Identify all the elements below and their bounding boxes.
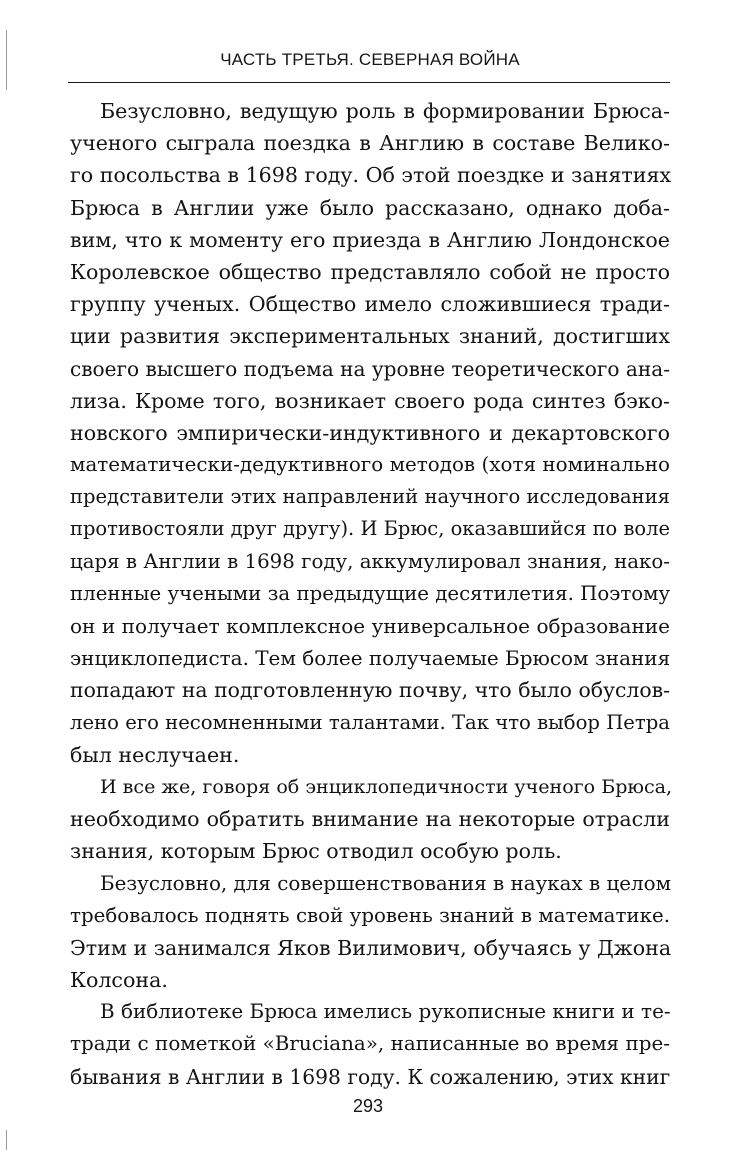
text-line: новского эмпирически-индуктивного и декартовского <box>70 420 670 445</box>
text-line: он и получает комплексное универсальное образование <box>70 614 670 638</box>
header-rule <box>68 82 670 83</box>
text-line: тради с пометкой «Bruciana», написанные во время пре- <box>70 1032 670 1056</box>
text-line: своего высшего подъема на уровне теоретического ана- <box>70 356 670 381</box>
text-line: Безусловно, ведущую роль в формировании Брюса- <box>100 99 670 123</box>
text-line: группу ученых. Общество имело сложившиеся тради- <box>70 292 670 317</box>
text-line: лиза. Кроме того, возникает своего рода синтез бэко- <box>70 388 670 413</box>
text-line: попадают на подготовленную почву, что было обуслов- <box>70 678 670 703</box>
text-line: энциклопедиста. Тем более получаемые Брюсом знания <box>70 646 671 671</box>
paragraph-3 <box>70 868 670 997</box>
text-line: необходимо обратить внимание на некоторые отрасли <box>70 807 670 832</box>
text-line: пленные учеными за предыдущие десятилетия. Поэтому <box>70 581 671 605</box>
text-line: ции развития экспериментальных знаний, достигших <box>70 324 670 349</box>
left-edge-mark-bottom <box>6 1130 7 1150</box>
paragraph-2 <box>70 771 673 868</box>
text-line: Колсона. <box>70 968 168 993</box>
text-line: го посольства в 1698 году. Об этой поездке и занятиях <box>70 163 672 188</box>
text-line: вим, что к моменту его приезда в Англию Лондонское <box>70 227 670 252</box>
text-line: ученого сыграла поездка в Англию в составе Велико- <box>70 131 670 156</box>
page-number: 293 <box>352 1096 384 1116</box>
text-line: был неслучаен. <box>70 742 240 767</box>
text-line: знания, которым Брюс отводил особую роль. <box>70 839 562 864</box>
text-line: Королевское общество представляло собой не просто <box>70 259 670 284</box>
text-line: бывания в Англии в 1698 году. К сожалению, этих книг <box>70 1064 671 1089</box>
text-line: представители этих направлений научного исследования <box>70 485 670 509</box>
text-line: математически-дедуктивного методов (хотя номинально <box>70 453 670 477</box>
text-line: В библиотеке Брюса имелись рукописные книги и те- <box>100 1000 671 1024</box>
text-line: Этим и занимался Яков Вилимович, обучаясь у Джона <box>70 935 672 960</box>
paragraph-4 <box>70 996 670 1093</box>
body-text <box>70 95 673 1093</box>
text-line: противостояли друг другу). И Брюс, оказавшийся по воле <box>70 517 670 541</box>
text-line: Брюса в Англии уже было рассказано, однако доба- <box>70 195 670 220</box>
text-line: требовалось поднять свой уровень знаний в математике. <box>70 903 670 927</box>
text-line: И все же, говоря об энциклопедичности ученого Брюса, <box>100 775 673 798</box>
text-line: царя в Англии в 1698 году, аккумулировал знания, нако- <box>70 549 670 573</box>
left-edge-mark-top <box>6 30 7 90</box>
running-head: ЧАСТЬ ТРЕТЬЯ. СЕВЕРНАЯ ВОЙНА <box>220 50 520 69</box>
text-line: Безусловно, для совершенствования в науках в целом <box>100 871 672 895</box>
paragraph-1 <box>70 95 670 771</box>
text-line: лено его несомненными талантами. Так что выбор Петра <box>70 710 670 734</box>
